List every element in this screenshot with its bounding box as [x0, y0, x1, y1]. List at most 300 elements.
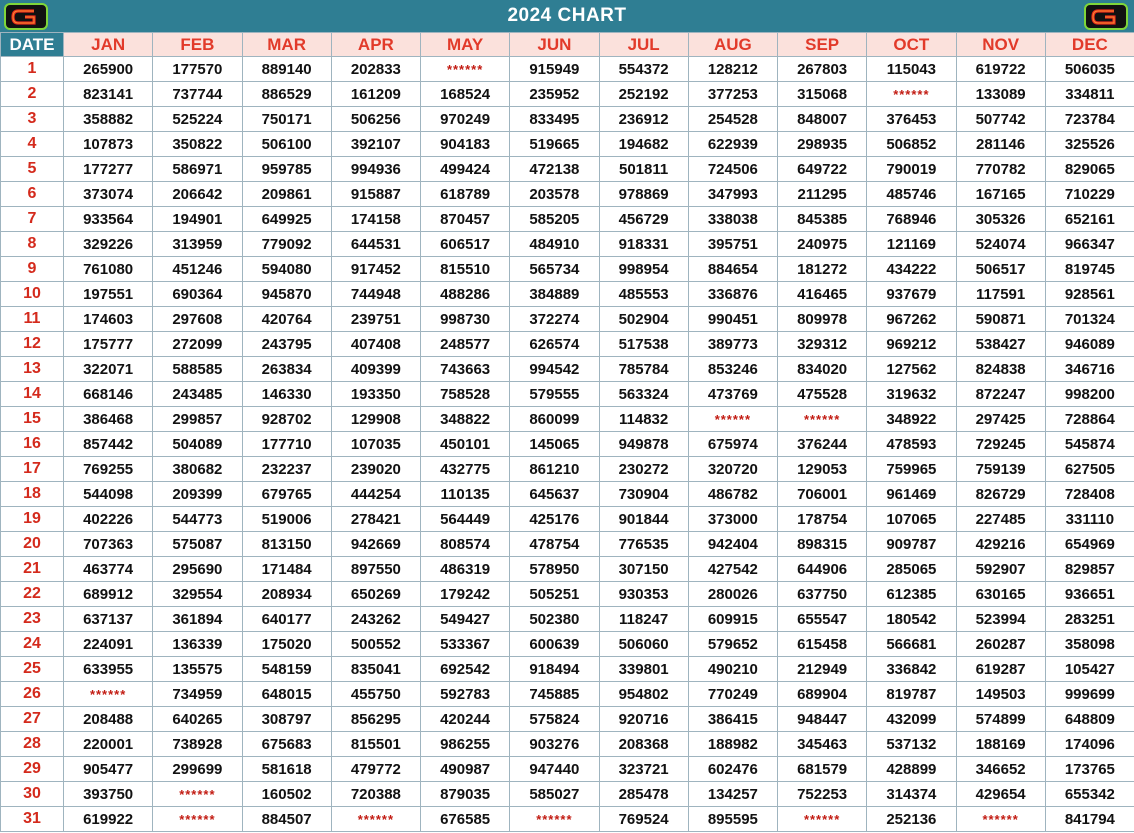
- table-row: [1, 132, 1134, 157]
- table-row: [1, 632, 1134, 657]
- result-cell: 346716: [1045, 357, 1134, 382]
- result-cell: 463774: [64, 557, 153, 582]
- result-cell: 600639: [510, 632, 599, 657]
- date-column-header: DATE: [1, 33, 64, 57]
- result-cell: 428899: [867, 757, 956, 782]
- result-cell: 835041: [331, 657, 420, 682]
- result-cell: 203578: [510, 182, 599, 207]
- result-cell: 380682: [153, 457, 242, 482]
- result-cell: 769524: [599, 807, 688, 832]
- date-cell: 10: [1, 282, 64, 307]
- result-cell: 485553: [599, 282, 688, 307]
- result-cell: 905477: [64, 757, 153, 782]
- result-cell: 770782: [956, 157, 1045, 182]
- result-cell: 761080: [64, 257, 153, 282]
- result-cell: 845385: [778, 207, 867, 232]
- result-cell: 690364: [153, 282, 242, 307]
- result-cell: 407408: [331, 332, 420, 357]
- result-cell: 409399: [331, 357, 420, 382]
- result-cell: 478593: [867, 432, 956, 457]
- result-cell: 358882: [64, 107, 153, 132]
- result-cell: 525224: [153, 107, 242, 132]
- result-cell: 107065: [867, 507, 956, 532]
- result-cell: 117591: [956, 282, 1045, 307]
- result-cell: 348822: [421, 407, 510, 432]
- result-cell: 429216: [956, 532, 1045, 557]
- result-cell: 848007: [778, 107, 867, 132]
- header-row: [1, 33, 1134, 57]
- result-cell: 872247: [956, 382, 1045, 407]
- result-cell: 432775: [421, 457, 510, 482]
- result-cell: 110135: [421, 482, 510, 507]
- result-cell: 501811: [599, 157, 688, 182]
- month-header-jul: JUL: [599, 33, 688, 57]
- result-cell: 194901: [153, 207, 242, 232]
- result-cell: 579555: [510, 382, 599, 407]
- result-cell: 432099: [867, 707, 956, 732]
- result-cell: 161209: [331, 82, 420, 107]
- table-row: [1, 82, 1134, 107]
- result-cell: 592907: [956, 557, 1045, 582]
- date-cell: 13: [1, 357, 64, 382]
- result-cell: 622939: [688, 132, 777, 157]
- result-cell: 969212: [867, 332, 956, 357]
- result-cell: 947440: [510, 757, 599, 782]
- result-cell: 769255: [64, 457, 153, 482]
- result-cell: 523994: [956, 607, 1045, 632]
- result-cell: 734959: [153, 682, 242, 707]
- result-cell: 107873: [64, 132, 153, 157]
- result-cell: 485746: [867, 182, 956, 207]
- result-cell: 884507: [242, 807, 331, 832]
- result-cell: 942669: [331, 532, 420, 557]
- result-cell: 177570: [153, 57, 242, 82]
- result-cell: 506517: [956, 257, 1045, 282]
- result-cell: 648015: [242, 682, 331, 707]
- result-cell: 171484: [242, 557, 331, 582]
- result-cell: 173765: [1045, 757, 1134, 782]
- result-cell: 870457: [421, 207, 510, 232]
- result-cell: 612385: [867, 582, 956, 607]
- result-cell: 243795: [242, 332, 331, 357]
- result-cell: 128212: [688, 57, 777, 82]
- result-cell: 129908: [331, 407, 420, 432]
- month-header-sep: SEP: [778, 33, 867, 57]
- result-cell: 115043: [867, 57, 956, 82]
- result-cell: 243485: [153, 382, 242, 407]
- result-cell: 915887: [331, 182, 420, 207]
- month-header-jan: JAN: [64, 33, 153, 57]
- result-cell: 334811: [1045, 82, 1134, 107]
- result-cell: 133089: [956, 82, 1045, 107]
- result-cell: 499424: [421, 157, 510, 182]
- result-cell: 202833: [331, 57, 420, 82]
- result-cell: 994936: [331, 157, 420, 182]
- result-cell: 728408: [1045, 482, 1134, 507]
- table-body: [1, 57, 1134, 832]
- result-cell: 232237: [242, 457, 331, 482]
- result-cell: 564449: [421, 507, 510, 532]
- result-cell: 720388: [331, 782, 420, 807]
- result-cell: 826729: [956, 482, 1045, 507]
- date-cell: 1: [1, 57, 64, 82]
- result-cell: 644906: [778, 557, 867, 582]
- result-cell: 994542: [510, 357, 599, 382]
- result-cell: 615458: [778, 632, 867, 657]
- result-cell: 648809: [1045, 707, 1134, 732]
- result-cell: 455750: [331, 682, 420, 707]
- result-cell: 248577: [421, 332, 510, 357]
- result-cell: 208934: [242, 582, 331, 607]
- result-cell: 565734: [510, 257, 599, 282]
- date-cell: 15: [1, 407, 64, 432]
- result-cell: 488286: [421, 282, 510, 307]
- result-cell: 668146: [64, 382, 153, 407]
- month-header-may: MAY: [421, 33, 510, 57]
- result-cell: 298935: [778, 132, 867, 157]
- table-row: [1, 107, 1134, 132]
- result-cell: 230272: [599, 457, 688, 482]
- result-cell: 594080: [242, 257, 331, 282]
- result-cell: 652161: [1045, 207, 1134, 232]
- result-cell: ******: [778, 407, 867, 432]
- result-cell: 206642: [153, 182, 242, 207]
- result-cell: 990451: [688, 307, 777, 332]
- date-cell: 24: [1, 632, 64, 657]
- result-cell: 486782: [688, 482, 777, 507]
- result-cell: 928561: [1045, 282, 1134, 307]
- result-cell: 637750: [778, 582, 867, 607]
- date-cell: 14: [1, 382, 64, 407]
- result-cell: 770249: [688, 682, 777, 707]
- result-cell: 744948: [331, 282, 420, 307]
- result-cell: 819787: [867, 682, 956, 707]
- chart-title: 2024 CHART: [507, 5, 627, 26]
- result-cell: 554372: [599, 57, 688, 82]
- result-cell: 544098: [64, 482, 153, 507]
- result-cell: 346652: [956, 757, 1045, 782]
- result-cell: 429654: [956, 782, 1045, 807]
- result-cell: 239751: [331, 307, 420, 332]
- result-cell: 299857: [153, 407, 242, 432]
- result-cell: 519006: [242, 507, 331, 532]
- result-cell: 160502: [242, 782, 331, 807]
- result-cell: 824838: [956, 357, 1045, 382]
- result-cell: 889140: [242, 57, 331, 82]
- result-cell: 917452: [331, 257, 420, 282]
- result-cell: 857442: [64, 432, 153, 457]
- result-cell: 901844: [599, 507, 688, 532]
- table-row: [1, 432, 1134, 457]
- g-logo-icon: [4, 3, 48, 30]
- date-cell: 29: [1, 757, 64, 782]
- result-cell: 627505: [1045, 457, 1134, 482]
- result-cell: 315068: [778, 82, 867, 107]
- result-cell: 168524: [421, 82, 510, 107]
- result-cell: 689904: [778, 682, 867, 707]
- result-cell: 361894: [153, 607, 242, 632]
- result-cell: 267803: [778, 57, 867, 82]
- date-cell: 20: [1, 532, 64, 557]
- result-cell: 745885: [510, 682, 599, 707]
- date-cell: 18: [1, 482, 64, 507]
- result-cell: 630165: [956, 582, 1045, 607]
- month-header-mar: MAR: [242, 33, 331, 57]
- result-cell: 548159: [242, 657, 331, 682]
- result-cell: 149503: [956, 682, 1045, 707]
- result-cell: 348922: [867, 407, 956, 432]
- result-cell: 861210: [510, 457, 599, 482]
- result-cell: 829857: [1045, 557, 1134, 582]
- result-cell: 998730: [421, 307, 510, 332]
- result-cell: 121169: [867, 232, 956, 257]
- result-cell: 486319: [421, 557, 510, 582]
- result-cell: 752253: [778, 782, 867, 807]
- result-cell: 307150: [599, 557, 688, 582]
- result-cell: 549427: [421, 607, 510, 632]
- result-cell: 134257: [688, 782, 777, 807]
- result-cell: 179242: [421, 582, 510, 607]
- result-cell: 815510: [421, 257, 510, 282]
- table-row: [1, 457, 1134, 482]
- month-header-dec: DEC: [1045, 33, 1134, 57]
- table-row: [1, 732, 1134, 757]
- date-cell: 3: [1, 107, 64, 132]
- result-cell: 645637: [510, 482, 599, 507]
- date-cell: 8: [1, 232, 64, 257]
- result-cell: 507742: [956, 107, 1045, 132]
- result-cell: 178754: [778, 507, 867, 532]
- result-cell: 998954: [599, 257, 688, 282]
- result-cell: 779092: [242, 232, 331, 257]
- result-cell: 743663: [421, 357, 510, 382]
- result-cell: 373000: [688, 507, 777, 532]
- result-cell: 129053: [778, 457, 867, 482]
- result-cell: 545874: [1045, 432, 1134, 457]
- result-cell: 194682: [599, 132, 688, 157]
- result-cell: 692542: [421, 657, 510, 682]
- result-cell: 544773: [153, 507, 242, 532]
- result-cell: 606517: [421, 232, 510, 257]
- table-row: [1, 182, 1134, 207]
- result-cell: 254528: [688, 107, 777, 132]
- result-cell: 479772: [331, 757, 420, 782]
- result-cell: 265900: [64, 57, 153, 82]
- result-cell: 285478: [599, 782, 688, 807]
- result-cell: 654969: [1045, 532, 1134, 557]
- date-cell: 7: [1, 207, 64, 232]
- result-cell: ******: [153, 807, 242, 832]
- table-row: [1, 482, 1134, 507]
- result-cell: 758528: [421, 382, 510, 407]
- result-cell: 959785: [242, 157, 331, 182]
- result-cell: 331110: [1045, 507, 1134, 532]
- result-cell: 618789: [421, 182, 510, 207]
- result-cell: 978869: [599, 182, 688, 207]
- result-cell: 425176: [510, 507, 599, 532]
- result-cell: 619287: [956, 657, 1045, 682]
- table-row: [1, 282, 1134, 307]
- result-cell: 345463: [778, 732, 867, 757]
- result-cell: 524074: [956, 232, 1045, 257]
- result-cell: 177277: [64, 157, 153, 182]
- result-cell: 420244: [421, 707, 510, 732]
- result-cell: 644531: [331, 232, 420, 257]
- result-cell: ******: [331, 807, 420, 832]
- result-cell: 305326: [956, 207, 1045, 232]
- table-row: [1, 257, 1134, 282]
- result-cell: 434222: [867, 257, 956, 282]
- result-cell: 239020: [331, 457, 420, 482]
- date-cell: 19: [1, 507, 64, 532]
- result-cell: 834020: [778, 357, 867, 382]
- month-header-feb: FEB: [153, 33, 242, 57]
- result-cell: 937679: [867, 282, 956, 307]
- result-cell: 728864: [1045, 407, 1134, 432]
- result-cell: 358098: [1045, 632, 1134, 657]
- result-cell: 738928: [153, 732, 242, 757]
- result-cell: 252192: [599, 82, 688, 107]
- result-cell: 961469: [867, 482, 956, 507]
- result-cell: 451246: [153, 257, 242, 282]
- result-cell: 918331: [599, 232, 688, 257]
- table-row: [1, 707, 1134, 732]
- date-cell: 23: [1, 607, 64, 632]
- result-cell: 790019: [867, 157, 956, 182]
- result-cell: 320720: [688, 457, 777, 482]
- result-cell: 895595: [688, 807, 777, 832]
- date-cell: 5: [1, 157, 64, 182]
- result-cell: 209399: [153, 482, 242, 507]
- result-cell: 384889: [510, 282, 599, 307]
- result-cell: 208488: [64, 707, 153, 732]
- result-cell: 833495: [510, 107, 599, 132]
- result-cell: 737744: [153, 82, 242, 107]
- result-cell: 336876: [688, 282, 777, 307]
- date-cell: 6: [1, 182, 64, 207]
- date-cell: 2: [1, 82, 64, 107]
- result-cell: 278421: [331, 507, 420, 532]
- result-cell: 949878: [599, 432, 688, 457]
- result-cell: 285065: [867, 557, 956, 582]
- result-cell: 655342: [1045, 782, 1134, 807]
- result-cell: 136339: [153, 632, 242, 657]
- result-cell: 145065: [510, 432, 599, 457]
- result-cell: 585205: [510, 207, 599, 232]
- result-cell: 386468: [64, 407, 153, 432]
- result-cell: 308797: [242, 707, 331, 732]
- result-cell: 681579: [778, 757, 867, 782]
- result-cell: 676585: [421, 807, 510, 832]
- result-cell: 701324: [1045, 307, 1134, 332]
- result-cell: ******: [64, 682, 153, 707]
- result-cell: 484910: [510, 232, 599, 257]
- result-cell: 181272: [778, 257, 867, 282]
- result-cell: 475528: [778, 382, 867, 407]
- result-cell: 280026: [688, 582, 777, 607]
- result-cell: 372274: [510, 307, 599, 332]
- result-cell: 313959: [153, 232, 242, 257]
- result-cell: 167165: [956, 182, 1045, 207]
- result-cell: 946089: [1045, 332, 1134, 357]
- result-cell: 175777: [64, 332, 153, 357]
- result-cell: 675683: [242, 732, 331, 757]
- result-cell: 490210: [688, 657, 777, 682]
- result-cell: 933564: [64, 207, 153, 232]
- result-cell: 915949: [510, 57, 599, 82]
- result-cell: 619722: [956, 57, 1045, 82]
- result-cell: 970249: [421, 107, 510, 132]
- result-cell: 730904: [599, 482, 688, 507]
- result-cell: 188169: [956, 732, 1045, 757]
- result-cell: 319632: [867, 382, 956, 407]
- result-cell: 519665: [510, 132, 599, 157]
- result-cell: 724506: [688, 157, 777, 182]
- result-cell: 252136: [867, 807, 956, 832]
- result-cell: 500552: [331, 632, 420, 657]
- result-cell: 347993: [688, 182, 777, 207]
- result-cell: 884654: [688, 257, 777, 282]
- result-cell: 505251: [510, 582, 599, 607]
- result-cell: 444254: [331, 482, 420, 507]
- table-row: [1, 357, 1134, 382]
- result-cell: 640265: [153, 707, 242, 732]
- result-cell: 768946: [867, 207, 956, 232]
- result-cell: 853246: [688, 357, 777, 382]
- result-cell: 281146: [956, 132, 1045, 157]
- result-cell: 809978: [778, 307, 867, 332]
- result-cell: 188982: [688, 732, 777, 757]
- result-cell: 928702: [242, 407, 331, 432]
- result-cell: 472138: [510, 157, 599, 182]
- date-cell: 4: [1, 132, 64, 157]
- result-cell: 729245: [956, 432, 1045, 457]
- result-cell: 336842: [867, 657, 956, 682]
- result-cell: 450101: [421, 432, 510, 457]
- result-cell: 954802: [599, 682, 688, 707]
- result-cell: 909787: [867, 532, 956, 557]
- result-cell: 114832: [599, 407, 688, 432]
- result-cell: 592783: [421, 682, 510, 707]
- result-cell: 420764: [242, 307, 331, 332]
- date-cell: 27: [1, 707, 64, 732]
- result-cell: 283251: [1045, 607, 1134, 632]
- result-cell: 776535: [599, 532, 688, 557]
- table-row: [1, 207, 1134, 232]
- g-logo-icon: [1084, 3, 1128, 30]
- result-cell: 260287: [956, 632, 1045, 657]
- result-cell: 936651: [1045, 582, 1134, 607]
- result-cell: 860099: [510, 407, 599, 432]
- result-cell: 135575: [153, 657, 242, 682]
- table-row: [1, 507, 1134, 532]
- result-cell: 376453: [867, 107, 956, 132]
- result-cell: 325526: [1045, 132, 1134, 157]
- result-cell: 295690: [153, 557, 242, 582]
- result-cell: 999699: [1045, 682, 1134, 707]
- result-cell: 578950: [510, 557, 599, 582]
- result-cell: 502904: [599, 307, 688, 332]
- result-cell: 211295: [778, 182, 867, 207]
- result-cell: 146330: [242, 382, 331, 407]
- result-cell: ******: [421, 57, 510, 82]
- result-cell: 416465: [778, 282, 867, 307]
- result-cell: 904183: [421, 132, 510, 157]
- result-cell: 506035: [1045, 57, 1134, 82]
- result-cell: 427542: [688, 557, 777, 582]
- result-cell: 886529: [242, 82, 331, 107]
- result-cell: 588585: [153, 357, 242, 382]
